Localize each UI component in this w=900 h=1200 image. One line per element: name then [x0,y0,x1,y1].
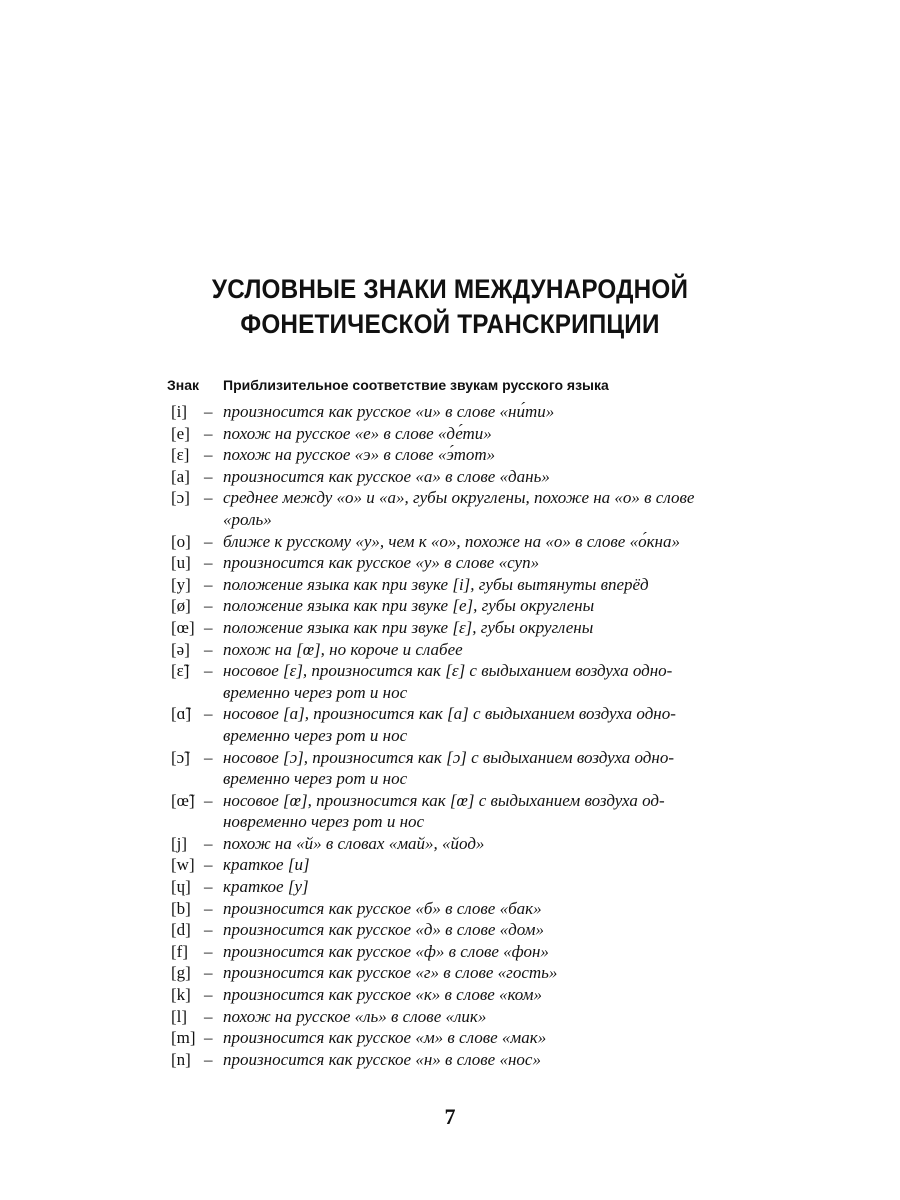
table-row [171,941,716,963]
dash-separator: – [204,531,213,551]
table-row [171,747,716,790]
dash-separator: – [204,1049,213,1069]
header-sign: Знак [167,377,200,393]
description-text: носовое [œ], произносится как [œ] с выдыханием воздуха од- [223,790,665,810]
dash-separator: – [204,423,213,443]
table-row [171,660,716,703]
sound-description [171,919,716,941]
phonetic-sign: [g] [171,963,191,983]
dash-separator: – [204,833,213,853]
table-row [171,1027,716,1049]
sound-description [171,984,716,1006]
transcription-list [171,401,716,1070]
phonetic-sign: [u] [171,553,191,573]
sound-description [171,898,716,920]
table-header [167,374,609,396]
sound-description [171,639,716,661]
dash-separator: – [204,466,213,486]
table-row [171,984,716,1006]
table-row [171,595,716,617]
sound-description [171,747,716,790]
phonetic-sign: [a] [171,466,190,486]
phonetic-sign: [ɑ̃] [171,704,192,724]
description-text: носовое [ɛ], произносится как [ɛ] с выдыханием воздуха одно- [223,661,673,681]
sound-description [171,790,716,833]
description-text: положение языка как при звуке [ɛ], губы округлены [223,617,594,637]
dash-separator: – [204,402,213,421]
phonetic-sign: [d] [171,920,191,940]
sound-description [171,854,716,876]
description-text: произносится как русское «б» в слове «бак» [223,898,542,918]
sound-description [171,617,716,639]
table-row [171,423,716,445]
phonetic-sign: [n] [171,1049,191,1069]
dash-separator: – [204,985,213,1005]
table-row [171,919,716,941]
phonetic-sign: [o] [171,531,191,551]
phonetic-sign: [ø] [171,596,191,616]
phonetic-sign: [ə] [171,639,190,659]
dash-separator: – [204,596,213,616]
phonetic-sign: [w] [171,855,195,875]
sound-description [171,1027,716,1049]
table-row [171,1049,716,1071]
table-row [171,703,716,746]
table-row [171,833,716,855]
phonetic-sign: [e] [171,423,190,443]
phonetic-sign: [ɥ] [171,877,191,897]
phonetic-sign: [m] [171,1028,196,1048]
sound-description [171,487,716,530]
table-row [171,854,716,876]
description-text: произносится как русское «а» в слове «дань» [223,466,550,486]
sound-description [171,660,716,703]
dash-separator: – [204,747,213,767]
description-text: носовое [ɔ], произносится как [ɔ] с выдыханием воздуха одно- [223,747,674,767]
phonetic-sign: [œ] [171,617,195,637]
dash-separator: – [204,920,213,940]
description-text: произносится как русское «к» в слове «ком» [223,985,543,1005]
description-text: похож на «й» в словах «май», «йод» [223,833,485,853]
table-row [171,401,716,423]
description-text: произносится как русское «ф» в слове «фон» [223,941,549,961]
dash-separator: – [204,488,213,508]
dash-separator: – [204,963,213,983]
table-row [171,1006,716,1028]
phonetic-sign: [ɔ̃] [171,747,190,767]
dash-separator: – [204,574,213,594]
description-text: краткое [u] [223,855,310,875]
table-row [171,444,716,466]
description-text: произносится как русское «и» в слове «ни́ти» [223,402,555,421]
dash-separator: – [204,639,213,659]
description-text: произносится как русское «д» в слове «дом» [223,920,544,940]
description-continuation: «роль» [223,509,272,529]
title-line-1: УСЛОВНЫЕ ЗНАКИ МЕЖДУНАРОДНОЙ [211,274,689,304]
sound-description [171,876,716,898]
dash-separator: – [204,1028,213,1048]
dash-separator: – [204,1006,213,1026]
dash-separator: – [204,617,213,637]
description-continuation: новременно через рот и нос [223,812,425,832]
phonetic-sign: [k] [171,985,191,1005]
sound-description [171,466,716,488]
table-row [171,531,716,553]
phonetic-sign: [ɛ̃] [171,661,190,681]
table-row [171,617,716,639]
description-text: произносится как русское «н» в слове «нос» [223,1049,541,1069]
description-text: произносится как русское «м» в слове «мак» [223,1028,547,1048]
page-number: 7 [444,1104,456,1129]
description-text: краткое [y] [223,877,309,897]
sound-description [171,552,716,574]
phonetic-sign: [ɔ] [171,488,190,508]
header-correspondence: Приблизительное соответствие звукам русского языка [223,377,609,393]
page-title [45,272,855,342]
table-row [171,574,716,596]
description-text: ближе к русскому «у», чем к «о», похоже на «о» в слове «о́кна» [223,531,680,551]
sound-description [171,531,716,553]
phonetic-sign: [b] [171,898,191,918]
sound-description [171,444,716,466]
table-row [171,639,716,661]
table-row [171,876,716,898]
phonetic-sign: [j] [171,833,188,853]
dash-separator: – [204,661,213,681]
description-continuation: временно через рот и нос [223,769,408,789]
dash-separator: – [204,898,213,918]
dash-separator: – [204,790,213,810]
sound-description [171,833,716,855]
dash-separator: – [204,941,213,961]
table-row [171,552,716,574]
sound-description [171,962,716,984]
sound-description [171,574,716,596]
phonetic-sign: [œ̃] [171,790,195,810]
phonetic-sign: [ɛ] [171,445,190,465]
description-continuation: временно через рот и нос [223,682,408,702]
phonetic-sign: [l] [171,1006,188,1026]
description-text: положение языка как при звуке [e], губы округлены [223,596,595,616]
description-text: похож на [œ], но короче и слабее [223,639,463,659]
dash-separator: – [204,855,213,875]
sound-description [171,595,716,617]
description-text: положение языка как при звуке [i], губы вытянуты вперёд [223,574,649,594]
title-line-2: ФОНЕТИЧЕСКОЙ ТРАНСКРИПЦИИ [240,309,660,339]
description-text: произносится как русское «у» в слове «суп» [223,553,540,573]
description-text: похож на русское «ль» в слове «лик» [223,1006,487,1026]
phonetic-sign: [i] [171,402,188,421]
dash-separator: – [204,877,213,897]
table-row [171,466,716,488]
dash-separator: – [204,553,213,573]
sound-description [171,703,716,746]
description-text: носовое [ɑ], произносится как [a] с выдыханием воздуха одно- [223,704,676,724]
table-row [171,487,716,530]
table-row [171,898,716,920]
phonetic-sign: [y] [171,574,191,594]
sound-description [171,1049,716,1071]
table-row [171,962,716,984]
dash-separator: – [204,445,213,465]
dash-separator: – [204,704,213,724]
sound-description [171,941,716,963]
sound-description [171,401,716,423]
table-row [171,790,716,833]
phonetic-sign: [f] [171,941,188,961]
description-text: среднее между «о» и «а», губы округлены, похоже на «о» в слове [223,488,695,508]
description-text: похож на русское «е» в слове «де́ти» [223,423,492,443]
description-text: похож на русское «э» в слове «э́тот» [223,445,496,465]
description-continuation: временно через рот и нос [223,725,408,745]
sound-description [171,423,716,445]
sound-description [171,1006,716,1028]
description-text: произносится как русское «г» в слове «гость» [223,963,558,983]
